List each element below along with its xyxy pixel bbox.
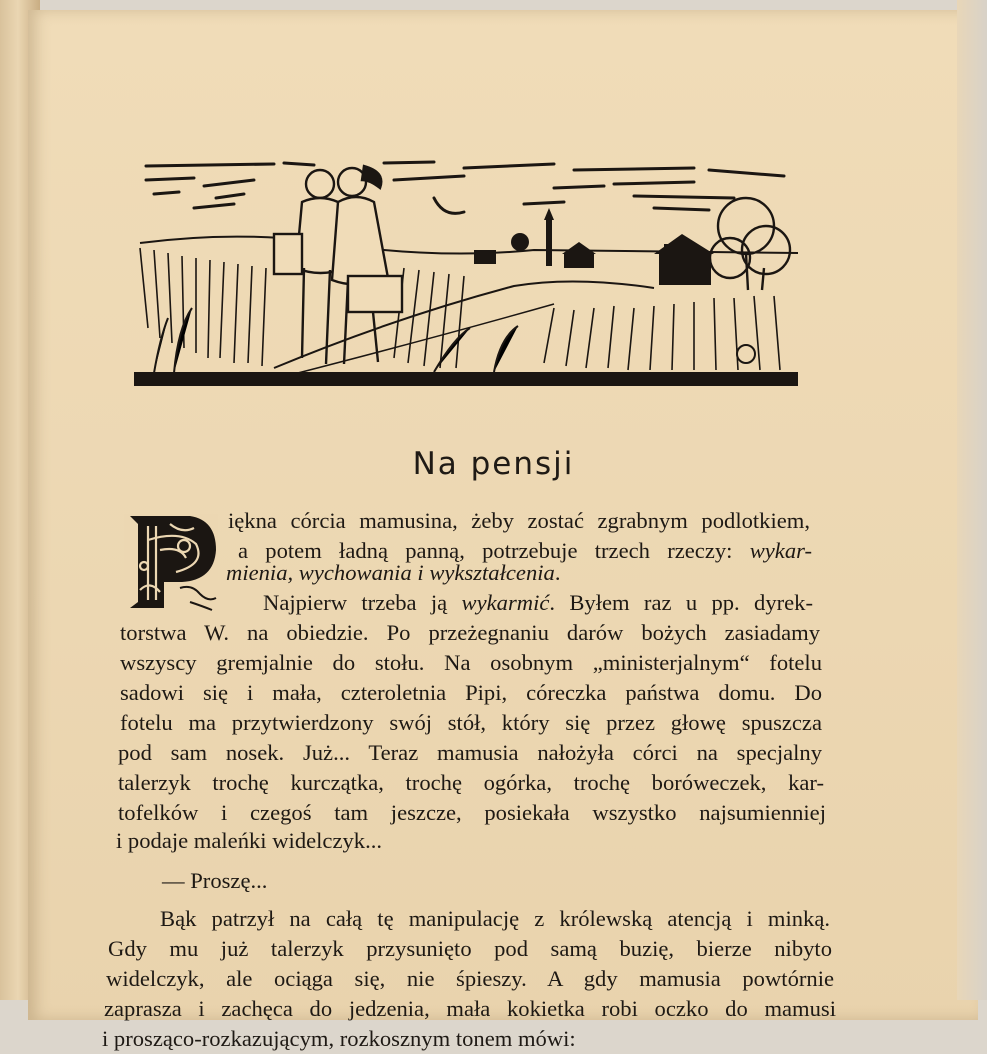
text-line: mienia, wychowania i wykształcenia.: [226, 560, 561, 585]
text-line: pod sam nosek. Już... Teraz mamusia nałożyła córci na specjalny: [118, 740, 822, 765]
text-line: sadowi się i mała, czteroletnia Pipi, córeczka państwa domu. Do: [120, 680, 822, 705]
text-line: wszyscy gremjalnie do stołu. Na osobnym „ministerjalnym“ fotelu: [120, 650, 822, 675]
text-line: Bąk patrzył na całą tę manipulację z królewską atencją i minką.: [160, 906, 830, 931]
text-line: tofelków i czegoś tam jeszcze, posiekała wszystko najsumienniej: [118, 800, 826, 825]
text-line: Najpierw trzeba ją wykarmić. Byłem raz u pp. dyrek-: [263, 590, 813, 615]
text-line: i prosząco-rozkazującym, rozkosznym tonem mówi:: [102, 1026, 576, 1051]
text-line: iękna córcia mamusina, żeby zostać zgrabnym podlotkiem,: [228, 508, 810, 533]
text-line: i podaje maleńki widelczyk...: [116, 828, 383, 853]
text-line: a potem ładną panną, potrzebuje trzech rzeczy: wykar-: [238, 538, 812, 563]
text-line: zaprasza i zachęca do jedzenia, mała kokietka robi oczko do mamusi: [104, 996, 836, 1021]
text-line: talerzyk trochę kurczątka, trochę ogórka, trochę boróweczek, kar-: [118, 770, 824, 795]
text-line: Gdy mu już talerzyk przysunięto pod samą buzię, bierze nibyto: [108, 936, 832, 961]
text-line: torstwa W. na obiedzie. Po przeżegnaniu darów bożych zasiadamy: [120, 620, 820, 645]
text-line: fotelu ma przytwierdzony swój stół, który się przez głowę spuszcza: [120, 710, 822, 735]
text-line: — Proszę...: [162, 868, 268, 893]
text-line: widelczyk, ale ociąga się, nie śpieszy. A gdy mamusia powtórnie: [106, 966, 834, 991]
chapter-title: Na pensji: [412, 446, 575, 482]
